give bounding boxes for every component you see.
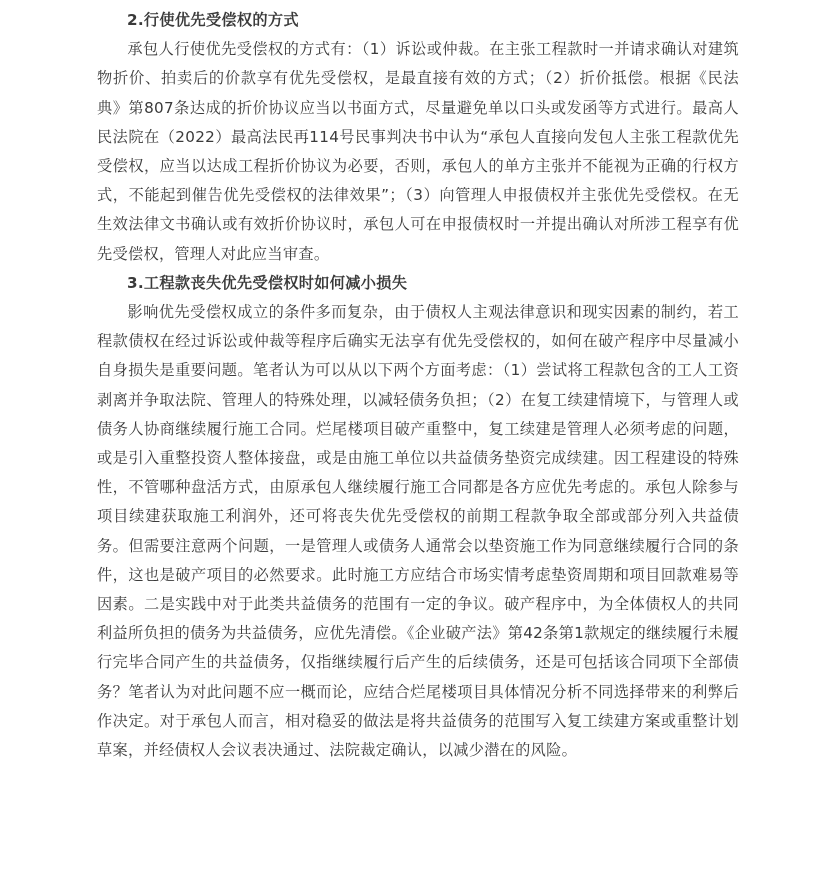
article-body <box>97 6 739 765</box>
section-heading-reduce-loss: 3.工程款丧失优先受偿权时如何减小损失 <box>127 273 408 292</box>
section-heading-exercise-method: 2.行使优先受偿权的方式 <box>127 11 299 29</box>
paragraph-exercise-method: 承包人行使优先受偿权的方式有：（1）诉讼或仲裁。在主张工程款时一并请求确认对建筑物折价、拍卖后的价款享有优先受偿权，是最直接有效的方式；（2）折价抵偿。根据《民法典》第807条达成的折价协议应当以书面方式，尽量避免单以口头或发函等方式进行。最高人民法院在（2022）最高法民再114号民事判决书中认为“承包人直接向发包人主张工程款优先受偿权，应当以达成工程折价协议为必要，否则，承包人的单方主张并不能视为正确的行权方式，不能起到催告优先受偿权的法律效果”；（3）向管理人申报债权并主张优先受偿权。在无生效法律文书确认或有效折价协议时，承包人可在申报债权时一并提出确认对所涉工程享有优先受偿权，管理人对此应当审查。 <box>97 40 739 263</box>
paragraph-reduce-loss: 影响优先受偿权成立的条件多而复杂，由于债权人主观法律意识和现实因素的制约，若工程款债权在经过诉讼或仲裁等程序后确实无法享有优先受偿权的，如何在破产程序中尽量减小自身损失是重要问题。笔者认为可以从以下两个方面考虑：（1）尝试将工程款包含的工人工资剥离并争取法院、管理人的特殊处理，以减轻债务负担；（2）在复工续建情境下，与管理人或债务人协商继续履行施工合同。烂尾楼项目破产重整中，复工续建是管理人必须考虑的问题，或是引入重整投资人整体接盘，或是由施工单位以共益债务垫资完成续建。因工程建设的特殊性，不管哪种盘活方式，由原承包人继续履行施工合同都是各方应优先考虑的。承包人除参与项目续建获取施工利润外，还可将丧失优先受偿权的前期工程款争取全部或部分列入共益债务。但需要注意两个问题，一是管理人或债务人通常会以垫资施工作为同意继续履行合同的条件，这也是破产项目的必然要求。此时施工方应结合市场实情考虑垫资周期和项目回款难易等因素。二是实践中对于此类共益债务的范围有一定的争议。破产程序中，为全体债权人的共同利益所负担的债务为共益债务，应优先清偿。《企业破产法》第42条第1款规定的继续履行未履行完毕合同产生的共益债务，仅指继续履行后产生的后续债务，还是可包括该合同项下全部债务？笔者认为对此问题不应一概而论，应结合烂尾楼项目具体情况分析不同选择带来的利弊后作决定。对于承包人而言，相对稳妥的做法是将共益债务的范围写入复工续建方案或重整计划草案，并经债权人会议表决通过、法院裁定确认，以减少潜在的风险。 <box>97 303 739 760</box>
